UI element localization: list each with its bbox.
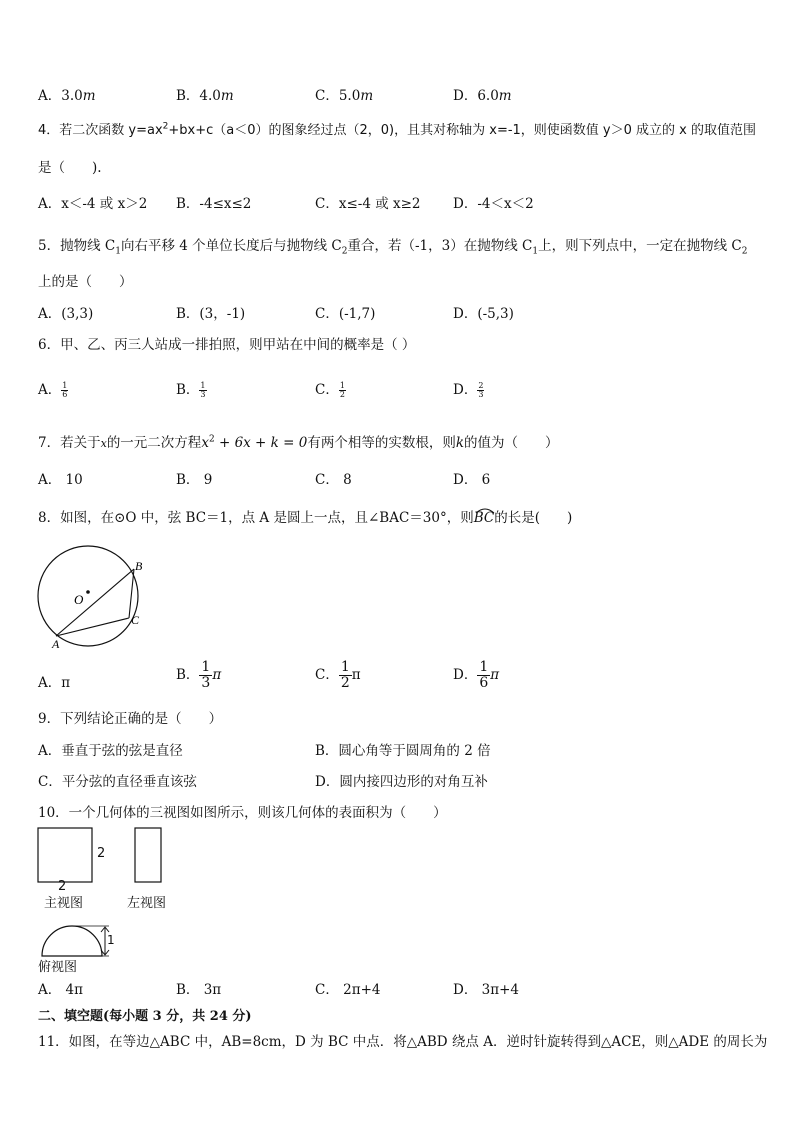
center-point <box>86 590 90 594</box>
top-view-semicircle <box>42 926 102 956</box>
q7-option-b: B． 9 <box>176 472 213 488</box>
circle-o <box>38 546 138 646</box>
q3-option-b: B．4.0m <box>176 88 234 104</box>
chord-bc <box>129 569 134 618</box>
q8-option-c: C． $\frac{1}{2}$ π <box>315 659 361 691</box>
q4-option-c: C．x≤-4 或 x≥2 <box>315 196 421 212</box>
q10-option-b: B． 3π <box>176 982 222 998</box>
q10-option-c: C． 2π+4 <box>315 982 381 998</box>
q5-option-b: B．(3，-1) <box>176 306 246 322</box>
q10-stem: 10．一个几何体的三视图如图所示，则该几何体的表面积为（ ） <box>38 805 447 821</box>
left-view-rect <box>135 828 161 882</box>
dim-side: 2 <box>97 846 106 861</box>
q5-stem-cont: 上的是（ ） <box>38 274 133 290</box>
q6-option-d: D． $\frac{2}{3}$ <box>453 381 484 399</box>
q11-stem: 11．如图，在等边△ABC 中，AB=8cm，D 为 BC 中点．将△ABD 绕点 A．逆时针旋转得到△ACE，则△ADE 的周长为 <box>38 1034 768 1050</box>
q5-stem: 5．抛物线 $C_1$向右平移 4 个单位长度后与抛物线 $C_2$重合，若（-1，3）在抛物线 $C_1$上，则下列点中，一定在抛物线 $C_2$ <box>38 238 748 257</box>
label-o: O <box>74 592 84 607</box>
q9-option-d: D．圆内接四边形的对角互补 <box>315 774 488 790</box>
q5-option-a: A．(3,3) <box>38 306 94 322</box>
q7-option-d: D． 6 <box>453 472 491 488</box>
q7-option-c: C． 8 <box>315 472 352 488</box>
section-heading: 二、填空题(每小题 3 分，共 24 分) <box>38 1009 252 1024</box>
q4-option-d: D．-4＜x＜2 <box>453 196 534 212</box>
q8-option-d: D． $\frac{1}{6}$ π <box>453 659 500 691</box>
q4-option-a: A．x＜-4 或 x＞2 <box>38 196 148 212</box>
q10-option-d: D． 3π+4 <box>453 982 519 998</box>
label-a: A <box>52 637 60 651</box>
label-b: B <box>135 559 143 573</box>
dim-h: 1 <box>107 933 115 947</box>
front-view-label: 主视图 <box>44 896 84 911</box>
arc-mark-icon <box>474 506 496 514</box>
left-view-label: 左视图 <box>127 896 167 911</box>
q4-option-b: B．-4≤x≤2 <box>176 196 252 212</box>
dim-bottom: 2 <box>58 879 67 894</box>
top-view-label: 俯视图 <box>38 960 78 975</box>
q4-stem: 4．若二次函数 $y=ax^2+bx+c(a<0)$的图象经过点（2，0)，且其对称轴为 x=-1，则使函数值 y＞0 成立的 x 的取值范围 <box>38 121 756 138</box>
q5-option-d: D．(-5,3) <box>453 306 514 322</box>
q3-option-d: D．6.0m <box>453 88 512 104</box>
circle-diagram <box>34 542 154 652</box>
q10-option-a: A． 4π <box>38 982 84 998</box>
q9-option-a: A．垂直于弦的弦是直径 <box>38 743 183 759</box>
arc-bc: BC <box>474 510 495 526</box>
q8-option-b: B． $\frac{1}{3}$ π <box>176 659 222 691</box>
q6-option-a: A． $\frac{1}{6}$ <box>38 381 68 399</box>
q3-option-c: C．5.0m <box>315 88 374 104</box>
q3-option-a: A．3.0m <box>38 88 96 104</box>
front-view-square <box>38 828 92 882</box>
q5-option-c: C．(-1,7) <box>315 306 376 322</box>
q8-option-a: A．π <box>38 675 71 691</box>
q6-option-c: C． $\frac{1}{2}$ <box>315 381 345 399</box>
q9-stem: 9．下列结论正确的是（ ） <box>38 711 223 727</box>
q6-option-b: B． $\frac{1}{3}$ <box>176 381 206 399</box>
q9-option-c: C．平分弦的直径垂直该弦 <box>38 774 197 790</box>
label-c: C <box>131 613 140 627</box>
q7-stem: 7．若关于x的一元二次方程$x^2 + 6x + k = 0$有两个相等的实数根，则k的值为（ ） <box>38 434 559 451</box>
q6-stem: 6．甲、乙、丙三人站成一排拍照，则甲站在中间的概率是（ ） <box>38 337 416 353</box>
q4-stem-cont: 是（ ). <box>38 160 102 176</box>
q9-option-b: B．圆心角等于圆周角的 2 倍 <box>315 743 491 759</box>
q8-stem: 8．如图，在⊙O 中，弦 BC＝1，点 A 是圆上一点，且∠BAC＝30°，则BC 的长是( ) <box>38 506 572 526</box>
q7-option-a: A． 10 <box>38 472 83 488</box>
